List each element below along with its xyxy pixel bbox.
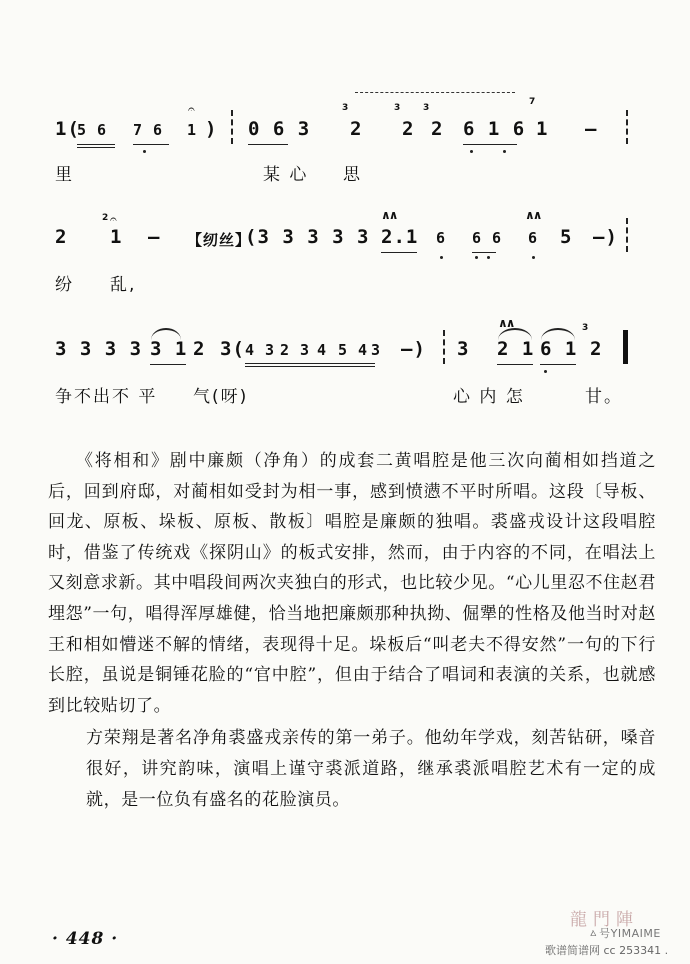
grace-note: 3 — [582, 323, 589, 333]
note: 2 1 — [497, 338, 535, 360]
score-line-3 — [55, 316, 645, 412]
lyric: 纷 — [55, 275, 74, 295]
note: 4 3 — [245, 341, 276, 359]
score-line-2 — [55, 208, 645, 300]
commentary-text — [48, 446, 656, 815]
note: 1 — [187, 121, 198, 139]
watermark-logo: 龍門陣 — [570, 910, 639, 930]
beam — [497, 364, 533, 365]
notes-row — [55, 208, 645, 256]
watermark-site: ㅿ号YIMAIME — [588, 927, 661, 940]
ornament-mark: ∧∧ — [525, 208, 541, 222]
note: 7 6 — [133, 121, 164, 139]
note: –) — [593, 226, 618, 248]
phrase-line — [355, 92, 515, 93]
note: 2 — [402, 118, 415, 140]
note: 6 1 6 — [463, 118, 526, 140]
lyrics-row — [55, 382, 645, 412]
note: 3 3 3 3 — [55, 338, 143, 360]
note: 3 — [371, 341, 382, 359]
note: 5 — [560, 226, 573, 248]
note: 4 — [317, 341, 328, 359]
paragraph: 《将相和》剧中廉颇（净角）的成套二黄唱腔是他三次向蔺相如挡道之后，回到府邸，对蔺相如受封为相一事，感到愤懑不平时所唱。这段〔导板、回龙、原板、垛板、原板、散板〕唱腔是廉颇的独唱。裘盛戎设计这段唱腔时，借鉴了传统戏《探阴山》的板式安排，然而，由于内容的不同，在唱法上又刻意求新。其中唱段间两次夹独白的形式，也比较少见。“心儿里忍不住赵君埋怨”一句，唱得浑厚雄健，恰当地把廉颇那种执拗、倔犟的性格及他当时对赵王和相如懵迷不解的情绪，表现得十足。垛板后“叫老夫不得安然”一句的下行长腔，虽说是铜锤花脸的“官中腔”，但由于结合了唱词和表演的关系，也就感到比较贴切了。 — [48, 451, 656, 716]
lyric: 思 — [343, 165, 362, 185]
note: ) — [205, 118, 218, 140]
lyric: 乱, — [110, 275, 137, 295]
note: 2.1 — [381, 226, 419, 248]
note: 1 — [536, 118, 549, 140]
note: – — [585, 118, 598, 140]
note: (3 3 3 3 3 — [245, 226, 370, 248]
beam — [540, 364, 576, 365]
note: –) — [401, 338, 426, 360]
barline — [626, 218, 628, 252]
beam — [133, 144, 169, 145]
note: 2 — [431, 118, 444, 140]
note: 1( — [55, 118, 80, 140]
beam — [472, 252, 496, 253]
lyric: 某 心 — [263, 165, 309, 185]
grace-note: 3 — [423, 103, 430, 113]
low-octave-dot — [440, 256, 443, 259]
note: 6 — [436, 229, 447, 247]
fermata-mark: 𝄐 — [188, 102, 195, 116]
beam — [245, 366, 375, 367]
grace-note: 3 — [342, 103, 349, 113]
lyric: 心 内 怎 — [453, 387, 525, 407]
note: 0 6 3 — [248, 118, 311, 140]
grace-note: 3 — [394, 103, 401, 113]
lyric: 甘。 — [585, 387, 623, 407]
note: 2 — [193, 338, 206, 360]
low-octave-dot — [487, 256, 490, 259]
note: 1 — [110, 226, 123, 248]
low-octave-dot — [143, 150, 146, 153]
note: – — [148, 226, 161, 248]
barline — [231, 110, 233, 144]
lyric: 里 — [55, 165, 74, 185]
beam — [248, 144, 288, 145]
note: 6 1 — [540, 338, 578, 360]
note: 2 — [590, 338, 603, 360]
beam — [150, 364, 186, 365]
lyrics-row — [55, 270, 645, 300]
low-octave-dot — [532, 256, 535, 259]
fermata-mark: 𝄐 — [110, 212, 117, 226]
notes-row — [55, 316, 645, 368]
score-line-1 — [55, 97, 645, 190]
low-octave-dot — [503, 150, 506, 153]
beam — [381, 252, 417, 253]
lyrics-row — [55, 160, 645, 190]
beam — [77, 147, 115, 148]
low-octave-dot — [475, 256, 478, 259]
note: 6 — [528, 229, 539, 247]
grace-note: 7 — [529, 97, 536, 107]
note: 3( — [220, 338, 245, 360]
beam — [245, 363, 375, 364]
note: 3 — [457, 338, 470, 360]
note: 6 6 — [472, 229, 503, 247]
barline — [626, 110, 628, 144]
low-octave-dot — [470, 150, 473, 153]
lyric: 争不出不 平 — [55, 387, 158, 407]
ornament-mark: ∧∧ — [381, 208, 397, 222]
final-barline — [623, 330, 628, 364]
section-label: 【纫丝】 — [187, 231, 252, 249]
page-number: · 448 · — [52, 929, 119, 949]
lyric: 气(呀) — [193, 387, 249, 407]
note: 5 6 — [77, 121, 108, 139]
grace-note: 2 — [102, 213, 109, 223]
paragraph: 方荣翔是著名净角裘盛戎亲传的第一弟子。他幼年学戏，刻苦钻研，嗓音很好，讲究韵味，演唱上谨守裘派道路，继承裘派唱腔艺术有一定的成就，是一位负有盛名的花脸演员。 — [86, 728, 656, 810]
note: 5 4 — [338, 341, 369, 359]
note: 3 1 — [150, 338, 188, 360]
beam — [77, 144, 115, 145]
note: 2 — [350, 118, 363, 140]
barline — [443, 330, 445, 364]
note: 2 — [55, 226, 68, 248]
note: 2 3 — [280, 341, 311, 359]
watermark-caption: 歌谱简谱网 cc 253341 . — [545, 944, 669, 957]
notes-row — [55, 97, 645, 148]
beam — [463, 144, 517, 145]
low-octave-dot — [544, 370, 547, 373]
ornament-mark: ∧∧ — [498, 316, 514, 330]
